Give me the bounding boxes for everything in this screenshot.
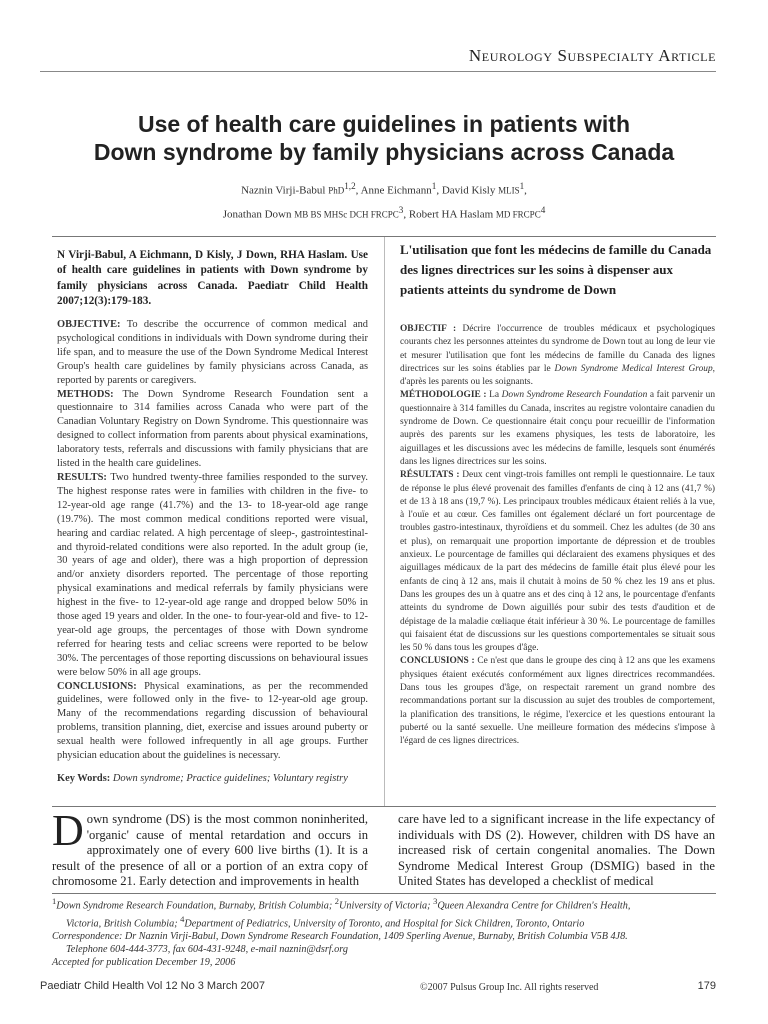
correspondence-text: Correspondence: Dr Naznin Virji-Babul, Down Syndrome Research Foundation, 1409 Sperling Avenue, Burnaby, British Columbia V5B 4J8. [52,931,628,943]
body-column-right [398,812,715,890]
author-name: David Kisly [441,184,496,197]
objectif-text-a: Décrire l'occurrence de troubles médicaux et psychologiques courants chez les personnes atteintes du syndrome de Down tout au long de leur vie et mesurer l'utilisation que font les médecins de famille du Canada des lignes directrices sur les soins établies par le [400,324,715,374]
conclusions-fr-label: CONCLUSIONS : [400,656,475,667]
author-name: Naznin Virji-Babul [241,184,326,197]
footnote-marker: 4 [180,914,185,925]
resultats-label: RÉSULTATS : [400,470,460,481]
footnote-marker: 3 [433,896,438,906]
title-line-1: Use of health care guidelines in patients with [137,111,631,137]
methodologie-text-b: a fait parvenir un questionnaire à 314 familles du Canada, inscrites au registre volontaire canadien du syndrome de Down. Ce questionnaire était conçu pour recueillir de l'information auprès des parents sur les examens physiques, les tests de laboratoire, les aiguillages et les discussions avec les médecins de famille, lesquels sont énumérés dans les lignes directrices sur les soins. [400,390,716,467]
author-name: Robert HA Haslam [408,208,494,221]
affiliation-3a: Queen Alexandra Centre for Children's Health, [437,900,631,912]
author-line-1: Naznin Virji-Babul PhD$^{1,2}$, Anne Eichmann$^1$, David Kisly MLIS$^1$, [241,181,527,197]
body-paragraph: care have led to a significant increase in the life expectancy of individuals with DS (2). However, children with DS have an increased risk of certain congenital anomalies. The Down Syndrome Medical Interest Group (DSMIG) based in the United States has developed a checklist of medical [398,812,715,889]
objectif-label: OBJECTIF : [400,324,457,334]
author-name: Anne Eichmann [360,184,432,197]
results-label: RESULTS: [57,471,107,483]
abstract-conclusions [57,680,368,763]
keywords [57,771,368,786]
author-degree: PhD [328,185,345,196]
contact-text: Telephone 604-444-3773, fax 604-431-9248, e-mail naznin@dsrf.org [66,944,348,956]
affiliation-3b: Victoria, British Columbia; [66,918,181,930]
keywords-text: Down syndrome; Practice guidelines; Voluntary registry [112,773,348,784]
keywords-label: Key Words: [57,773,111,784]
author-affiliation: 1 [519,181,525,191]
author-degree: MB BS MHSc DCH FRCPC [294,209,399,220]
objectif-text-b: , d'après les parents ou les soignants. [400,363,715,388]
results-text: Two hundred twenty-three families responded to the survey. The highest response rates were in families with children in the five- to 12-year-old age range (41.7%) and the 13- to 18-year-old age range (19.7%). The most common medical conditions reported were visual, hearing and cardiac related. A high percentage of sleep-, gastrointestinal- and thyroid-related conditions were also reported. In the adult group (ie, 30 years of age and older), there was a high proportion of depression and/or anxiety disorders reported. The percentage of those reporting physical examinations and medical referrals by family physicians were highest in the five- to 12-year-old age range and dropped below 50% in those aged 19 years and older. In the one- to four-year-old and five- to 12-year-old age groups, the percentages of those with Down syndrome referred for hearing tests and celiac screens were reported to be below 30%. The percentages of those reporting discussions on behavioural issues were below 50% in all age groups. [57,471,368,678]
abstract-french [400,323,715,749]
citation: N Virji-Babul, A Eichmann, D Kisly, J Down, RHA Haslam. Use of health care guidelines in patients with Down syndrome by family physicians across Canada. Paediatr Child Health 2007;12(3):179-183. [57,249,368,307]
affiliations-line-1 [52,895,716,913]
conclusions-text: Physical examinations, as per the recommended guidelines, were followed only in the five- to 12-year-old age group. Many of the recommendations regarding discussion of behavioural problems, transition planning, diet, exercise and issues around puberty or sexual health were followed infrequently in all age groups. Further physician education about the guidelines is necessary. [57,680,368,762]
page-number: 179 [697,980,716,992]
resultats-text: Deux cent vingt-trois familles ont rempli le questionnaire. Le taux de réponse le plus élevé provenait des familles d'enfants de cinq à 12 ans (41,7 %) et de 13 à 18 ans (19,7 %). Les principaux troubles médicaux étaient reliés à la vue, à l'ouïe et au cœur. Ces familles ont également déclaré un fort pourcentage de troubles gastro-intestinaux, thyroïdiens et du sommeil. Chez les adultes (de 30 ans et plus), on remarquait une proportion importante de dépression et de troubles anxieux. Le pourcentage de familles qui déclaraient des examens physiques et des aiguillages médicaux de la part des médecins de famille était plus élevé pour les enfants de cinq à 12 ans, mais il chutait à moins de 50 % chez les 19 ans et plus. Dans les groupes des un à quatre ans et des cinq à 12 ans, le pourcentage d'enfants atteints du syndrome de Down aiguillés pour subir des tests d'audition et de dépistage de la maladie cœliaque était inférieur à 30 %. Le pourcentage de familles qui faisaient état de discussions sur les questions comportementales se situait sous les 50 % dans tous les groupes d'âge. [400,470,715,654]
abstract-resultats [400,469,715,655]
methodologie-text-em: Down Syndrome Research Foundation [501,390,648,401]
body-text-left: own syndrome (DS) is the most common noninherited, 'organic' cause of mental retardation and occurs in approximately one of every 600 live births (1). It is a result of the presence of all or a portion of an extra copy of chromosome 21. Early detection and improvements in health [52,812,368,889]
abstract-methodologie [400,389,715,469]
affiliation-2: University of Victoria; [339,900,434,912]
author-affiliation: 4 [540,204,546,215]
abstract-english [57,318,368,763]
abstract-objectif [400,323,715,389]
affiliations-line-2 [52,913,716,931]
journal-citation-footer: Paediatr Child Health Vol 12 No 3 March 2007 [40,980,266,992]
footnote-rule [52,893,716,894]
methods-label: METHODS: [57,388,114,400]
author-list [60,177,708,224]
conclusions-fr-text: Ce n'est que dans le groupe des cinq à 12 ans que les examens physiques étaient exécutés conformément aux lignes directrices recommandées. Dans tous les groupes d'âge, on respectait rarement un grand nombre des recommandations portant sur la discussion au sujet des troubles de comportement, la planification des transitions, le régime, l'exercice et les questions entourant la puberté ou la santé sexuelle. Une meilleure formation des médecins s'impose à l'égard de ces lignes directrices. [400,656,715,747]
top-rule [40,71,716,72]
abstract-results [57,471,368,680]
accepted-date [52,957,716,970]
body-paragraph [52,806,368,890]
author-affiliation: 1,2 [344,181,356,191]
abstract-objective [57,318,368,388]
footnotes [52,895,716,970]
drop-cap: D [52,806,84,855]
french-title: L'utilisation que font les médecins de famille du Canada des lignes directrices sur les soins à dispenser aux patients atteints du syndrome de Down [400,242,712,297]
objective-text: To describe the occurrence of common medical and psychological conditions in individuals with Down syndrome during their life span, and to measure the use of the Down Syndrome Medical Interest Group's health care guidelines by family physicians across Canada, as reported by parents or caregivers. [57,319,368,386]
author-degree: MD FRCPC [495,209,541,220]
author-affiliation: 3 [398,204,404,215]
methods-text: The Down Syndrome Research Foundation sent a questionnaire to 314 families across Canada who were part of the Canadian Voluntary Registry on Down Syndrome. This questionnaire was designed to collect information from parents about physical examinations, laboratory tests, referrals and discussions with family physicians that are listed in the health care guidelines. [57,388,368,470]
conclusions-label: CONCLUSIONS: [57,680,137,692]
methodologie-label: MÉTHODOLOGIE : [400,390,487,401]
affiliation-1: Down Syndrome Research Foundation, Burnaby, British Columbia; [56,900,335,912]
abstract-column-divider [384,237,385,806]
author-line-2: Jonathan Down MB BS MHSc DCH FRCPC$^3$, Robert HA Haslam MD FRCPC$^4$ [222,204,546,221]
abstract-box-bottom-rule [52,806,716,807]
section-label: Neurology Subspecialty Article [468,46,716,65]
objectif-text-em: Down Syndrome Medical Interest Group [554,363,713,374]
article-title [60,110,708,166]
abstract-conclusions-fr [400,655,715,748]
contact-line [52,944,716,957]
author-affiliation: 1 [431,181,437,191]
footnote-marker: 2 [334,896,340,906]
author-degree: MLIS [498,185,520,196]
methodologie-text-a: La [489,390,502,401]
copyright-notice: ©2007 Pulsus Group Inc. All rights reserved [420,982,599,993]
author-name: Jonathan Down [222,208,292,221]
affiliation-4: Department of Pediatrics, University of Toronto, and Hospital for Sick Children, Toronto, Ontario [184,918,585,930]
body-column-left [52,806,368,890]
objective-label: OBJECTIVE: [57,319,121,330]
accepted-text: Accepted for publication December 19, 2006 [52,956,236,968]
abstract-methods [57,388,368,471]
correspondence [52,931,716,944]
footnote-marker: 1 [52,896,57,906]
title-line-2: Down syndrome by family physicians across Canada [93,139,675,165]
